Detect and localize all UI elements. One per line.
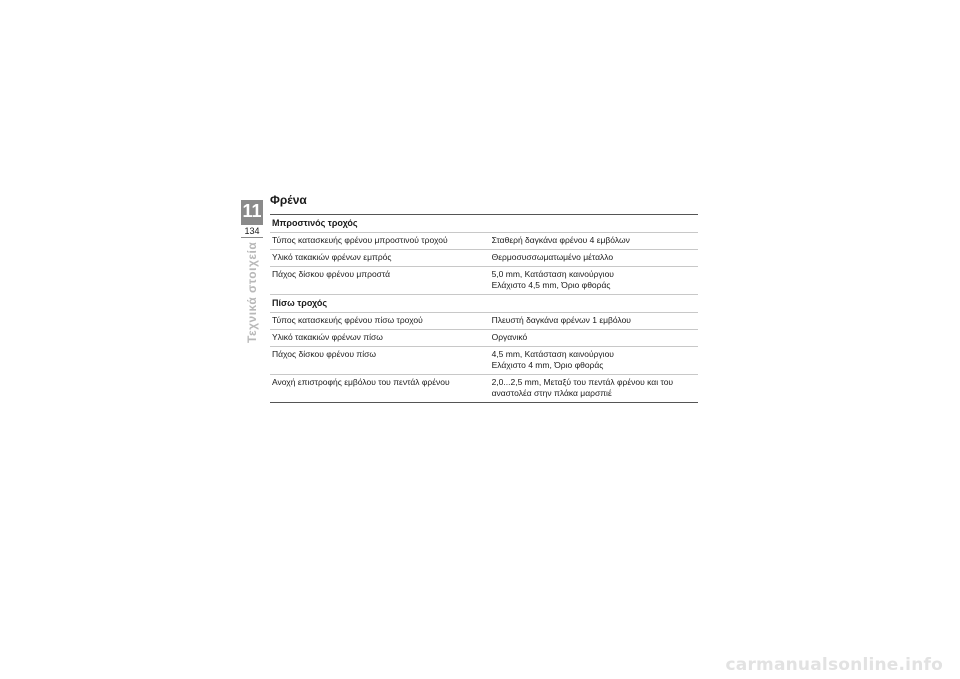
spec-label: Υλικό τακακιών φρένων πίσω [270,330,490,347]
table-row [270,250,698,267]
spec-value-line: Πλευστή δαγκάνα φρένων 1 εμβόλου [491,315,631,325]
chapter-side-title: Τεχνικά στοιχεία [245,242,259,344]
table-row [270,233,698,250]
table-row [270,347,698,375]
brakes-spec-table [270,214,698,403]
spec-label: Πάχος δίσκου φρένου μπροστά [270,267,490,295]
table-row [270,313,698,330]
spec-value-line: Σταθερή δαγκάνα φρένου 4 εμβόλων [491,235,630,245]
spec-value [490,313,698,330]
spec-value-line: Οργανικό [491,332,528,342]
table-row [270,330,698,347]
spec-value [490,267,698,295]
section-heading-row [270,215,698,233]
page-title: Φρένα [270,193,307,207]
spec-value [490,250,698,267]
spec-value [490,233,698,250]
watermark: carmanualsonline.info [725,655,943,675]
spec-value-line: 4,5 mm, Κατάσταση καινούργιου [491,349,614,359]
spec-value-line: Θερμοσυσσωματωμένο μέταλλο [491,252,614,262]
spec-label: Πάχος δίσκου φρένου πίσω [270,347,490,375]
table-row [270,375,698,403]
chapter-number: 11 [242,201,262,221]
spec-value-line: Ελάχιστο 4 mm, Όριο φθοράς [491,360,604,370]
spec-label: Τύπος κατασκευής φρένου μπροστινού τροχού [270,233,490,250]
spec-label: Ανοχή επιστροφής εμβόλου του πεντάλ φρένου [270,375,490,403]
spec-label: Υλικό τακακιών φρένων εμπρός [270,250,490,267]
spec-value-line: 5,0 mm, Κατάσταση καινούργιου [491,269,614,279]
spec-value-line: 2,0...2,5 mm, Μεταξύ του πεντάλ φρένου και του [491,377,674,387]
spec-value [490,375,698,403]
spec-value [490,330,698,347]
section-heading-rear-wheel: Πίσω τροχός [270,295,698,313]
section-heading-front-wheel: Μπροστινός τροχός [270,215,698,233]
table-row [270,267,698,295]
spec-value [490,347,698,375]
spec-value-line: Ελάχιστο 4,5 mm, Όριο φθοράς [491,280,611,290]
page-number: 134 [241,224,263,237]
spec-label: Τύπος κατασκευής φρένου πίσω τροχού [270,313,490,330]
spec-value-line: αναστολέα στην πλάκα μαρσπιέ [491,388,612,398]
section-heading-row [270,295,698,313]
